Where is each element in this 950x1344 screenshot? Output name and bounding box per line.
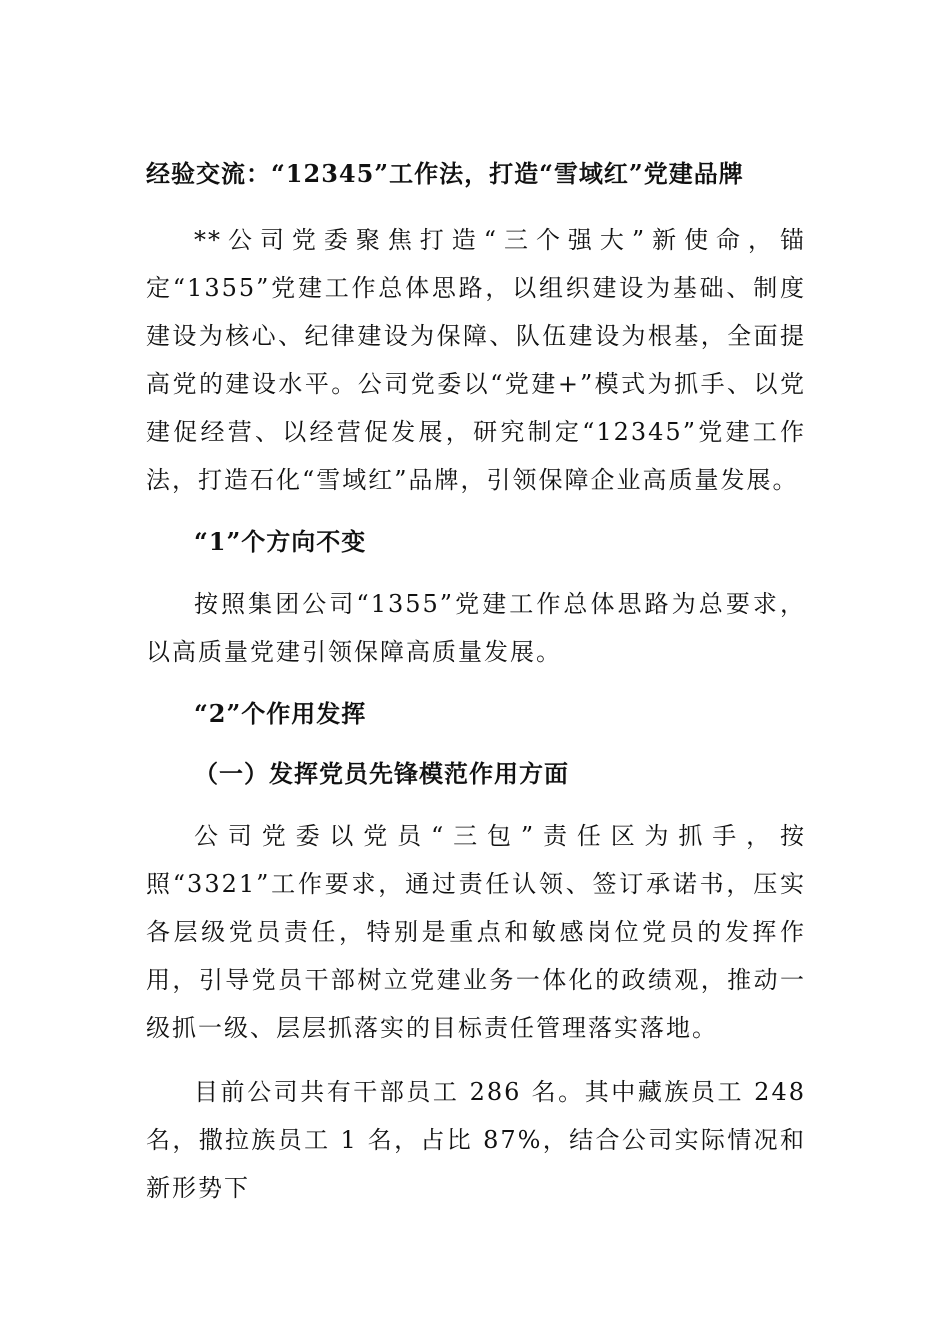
section-2-heading: “2”个作用发挥 [194, 699, 367, 728]
subsection-1-heading: （一）发挥党员先锋模范作用方面 [194, 759, 569, 788]
document-body [146, 152, 806, 1228]
section-1-paragraph: 按照集团公司“1355”党建工作总体思路为总要求，以高质量党建引领保障高质量发展。 [146, 590, 806, 666]
section-1-heading: “1”个方向不变 [194, 527, 367, 556]
document-title: 经验交流：“12345”工作法，打造“雪域红”党建品牌 [146, 159, 744, 188]
staff-paragraph: 目前公司共有干部员工 286 名。其中藏族员工 248 名，撒拉族员工 1 名，占比 87%，结合公司实际情况和新形势下 [146, 1078, 806, 1202]
subsection-1-paragraph: 公司党委以党员“三包”责任区为抓手，按照“3321”工作要求，通过责任认领、签订承诺书，压实各层级党员责任，特别是重点和敏感岗位党员的发挥作用，引导党员干部树立党建业务一体化的政绩观，推动一级抓一级、层层抓落实的目标责任管理落实落地。 [146, 822, 806, 1042]
intro-paragraph: **公司党委聚焦打造“三个强大”新使命，锚定“1355”党建工作总体思路，以组织建设为基础、制度建设为核心、纪律建设为保障、队伍建设为根基，全面提高党的建设水平。公司党委以“党建+”模式为抓手、以党建促经营、以经营促发展，研究制定“12345”党建工作法，打造石化“雪域红”品牌，引领保障企业高质量发展。 [146, 226, 806, 494]
